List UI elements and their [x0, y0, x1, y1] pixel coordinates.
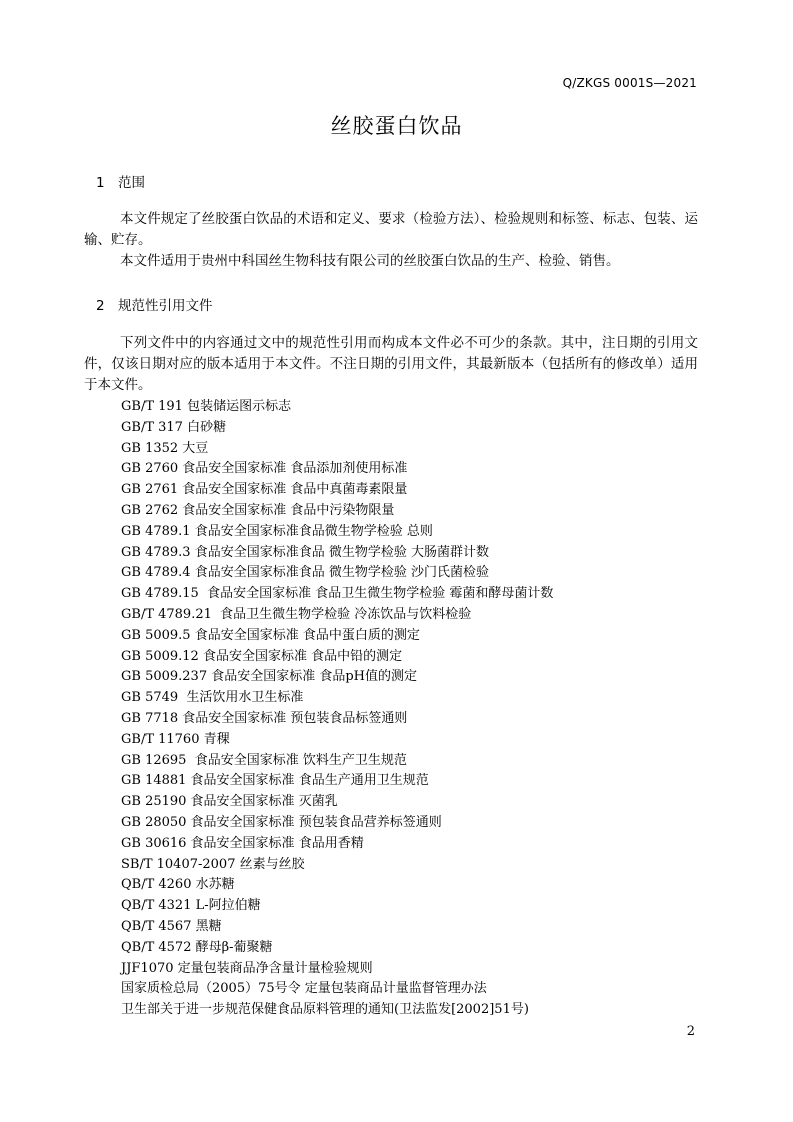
reference-item: GB 4789.4 食品安全国家标准食品 微生物学检验 沙门氏菌检验: [121, 565, 489, 581]
reference-item: GB 4789.15 食品安全国家标准 食品卫生微生物学检验 霉菌和酵母菌计数: [121, 586, 554, 602]
reference-item: GB/T 191 包装储运图示标志: [121, 399, 292, 414]
document-code: Q/ZKGS 0001S—2021: [562, 76, 697, 90]
reference-list: [121, 397, 553, 1021]
section-2-heading: [96, 294, 213, 314]
reference-item: GB 12695 食品安全国家标准 饮料生产卫生规范: [121, 752, 407, 768]
reference-item: GB 2760 食品安全国家标准 食品添加剂使用标准: [121, 461, 408, 477]
reference-item: JJF1070 定量包装商品净含量计量检验规则: [121, 960, 373, 976]
reference-item: QB/T 4260 水苏糖: [121, 877, 235, 893]
reference-item: QB/T 4321 L-阿拉伯糖: [121, 898, 261, 914]
section-2-title: 规范性引用文件: [118, 298, 213, 314]
reference-item: GB 14881 食品安全国家标准 食品生产通用卫生规范: [121, 773, 429, 789]
reference-item: GB 1352 大豆: [121, 440, 209, 456]
reference-item: 国家质检总局（2005）75号令 定量包装商品计量监督管理办法: [121, 981, 487, 997]
reference-item: GB 30616 食品安全国家标准 食品用香精: [121, 835, 364, 851]
section-2-intro: 下列文件中的内容通过文中的规范性引用而构成本文件必不可少的条款。其中，注日期的引用文件，仅该日期对应的版本适用于本文件。不注日期的引用文件，其最新版本（包括所有的修改单）适用于本文件。: [84, 335, 698, 393]
reference-item: GB 25190 食品安全国家标准 灭菌乳: [121, 794, 338, 810]
reference-item: GB 2761 食品安全国家标准 食品中真菌毒素限量: [121, 482, 408, 498]
section-1-paragraph-1: 本文件规定了丝胶蛋白饮品的术语和定义、要求（检验方法）、检验规则和标签、标志、包装、运输、贮存。: [84, 211, 698, 248]
reference-item: QB/T 4567 黑糖: [121, 918, 222, 934]
reference-item: GB/T 317 白砂糖: [121, 419, 227, 435]
reference-item: GB 5009.12 食品安全国家标准 食品中铅的测定: [121, 648, 403, 664]
reference-item: GB 4789.1 食品安全国家标准食品微生物学检验 总则: [121, 523, 433, 539]
reference-item: GB/T 11760 青稞: [121, 731, 230, 747]
section-1-number: 1: [96, 175, 105, 191]
page-number: 2: [686, 1024, 695, 1039]
section-1-heading: [96, 171, 145, 191]
section-2-number: 2: [96, 298, 105, 314]
reference-item: GB 2762 食品安全国家标准 食品中污染物限量: [121, 502, 395, 518]
reference-item: GB 28050 食品安全国家标准 预包装食品营养标签通则: [121, 814, 442, 830]
reference-item: SB/T 10407-2007 丝素与丝胶: [121, 856, 305, 872]
reference-item: 卫生部关于进一步规范保健食品原料管理的通知(卫法监发[2002]51号): [121, 1002, 529, 1018]
reference-item: GB 5009.237 食品安全国家标准 食品pH值的测定: [121, 669, 418, 685]
reference-item: GB 4789.3 食品安全国家标准食品 微生物学检验 大肠菌群计数: [121, 544, 489, 560]
reference-item: QB/T 4572 酵母β-葡聚糖: [121, 939, 273, 955]
section-1-title: 范围: [118, 175, 145, 191]
reference-item: GB 7718 食品安全国家标准 预包装食品标签通则: [121, 710, 408, 726]
reference-item: GB/T 4789.21 食品卫生微生物学检验 冷冻饮品与饮料检验: [121, 606, 472, 622]
reference-item: GB 5749 生活饮用水卫生标准: [121, 690, 304, 706]
reference-item: GB 5009.5 食品安全国家标准 食品中蛋白质的测定: [121, 627, 420, 643]
document-title: 丝胶蛋白饮品: [330, 114, 463, 138]
section-1-paragraph-2: 本文件适用于贵州中科国丝生物科技有限公司的丝胶蛋白饮品的生产、检验、销售。: [120, 253, 620, 269]
